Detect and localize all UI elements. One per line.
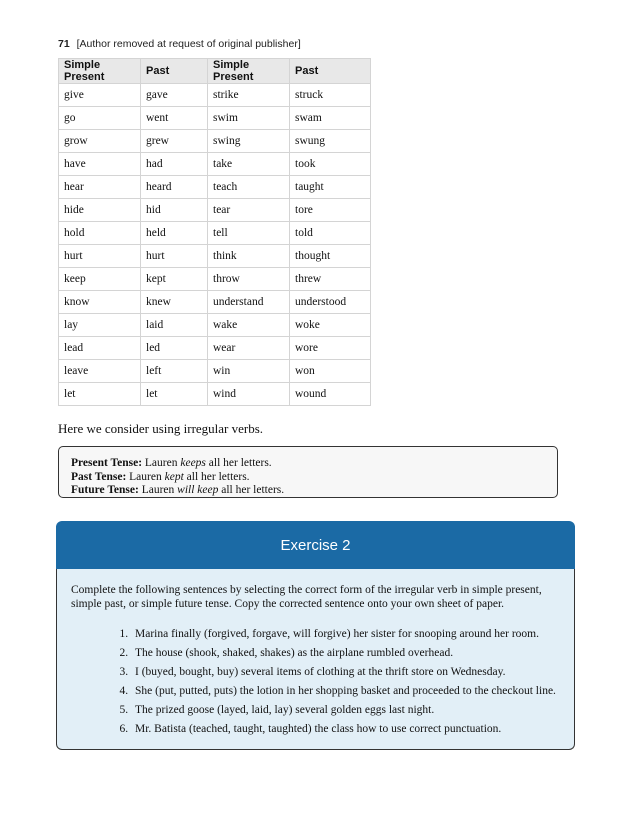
page-number: 71	[58, 38, 70, 50]
exercise-item: 6. Mr. Batista (teached, taught, taughted) the class how to use correct punctuation.	[131, 720, 560, 739]
table-cell: led	[141, 337, 208, 360]
table-cell: tell	[208, 222, 290, 245]
table-cell: kept	[141, 268, 208, 291]
table-row	[59, 383, 371, 406]
table-cell: grew	[141, 130, 208, 153]
example-verb: will keep	[177, 484, 219, 496]
table-cell: threw	[290, 268, 371, 291]
example-verb: keeps	[180, 457, 206, 469]
table-cell: let	[59, 383, 141, 406]
table-cell: told	[290, 222, 371, 245]
table-cell: take	[208, 153, 290, 176]
table-cell: woke	[290, 314, 371, 337]
exercise-item: 1. Marina finally (forgived, forgave, will forgive) her sister for snooping around her room.	[131, 625, 560, 644]
table-cell: gave	[141, 84, 208, 107]
table-cell: laid	[141, 314, 208, 337]
example-line	[71, 484, 557, 498]
table-row	[59, 222, 371, 245]
column-header: Simple Present	[59, 59, 141, 84]
table-cell: tear	[208, 199, 290, 222]
table-cell: knew	[141, 291, 208, 314]
examples-box	[58, 446, 558, 498]
table-row	[59, 268, 371, 291]
table-row	[59, 245, 371, 268]
example-text: all her letters.	[205, 457, 272, 469]
table-cell: wound	[290, 383, 371, 406]
table-row	[59, 130, 371, 153]
table-cell: thought	[290, 245, 371, 268]
table-cell: lay	[59, 314, 141, 337]
table-cell: hear	[59, 176, 141, 199]
column-header: Past	[141, 59, 208, 84]
exercise-item: 3. I (buyed, bought, buy) several items of clothing at the thrift store on Wednesday.	[131, 663, 560, 682]
table-cell: let	[141, 383, 208, 406]
example-text: all her letters.	[218, 484, 285, 496]
table-cell: wind	[208, 383, 290, 406]
table-cell: hurt	[141, 245, 208, 268]
table-cell: understand	[208, 291, 290, 314]
table-cell: struck	[290, 84, 371, 107]
table-cell: go	[59, 107, 141, 130]
table-cell: strike	[208, 84, 290, 107]
table-cell: heard	[141, 176, 208, 199]
table-header-row	[59, 59, 371, 84]
table-row	[59, 199, 371, 222]
table-row	[59, 291, 371, 314]
table-row	[59, 84, 371, 107]
table-cell: have	[59, 153, 141, 176]
table-cell: wear	[208, 337, 290, 360]
running-head	[58, 38, 301, 50]
table-cell: lead	[59, 337, 141, 360]
exercise-title: Exercise 2	[56, 521, 575, 569]
table-cell: throw	[208, 268, 290, 291]
table-cell: took	[290, 153, 371, 176]
table-cell: hide	[59, 199, 141, 222]
running-head-text: [Author removed at request of original publisher]	[76, 38, 301, 50]
table-cell: held	[141, 222, 208, 245]
intro-text: Here we consider using irregular verbs.	[58, 421, 264, 436]
table-cell: swim	[208, 107, 290, 130]
example-label: Present Tense:	[71, 457, 143, 469]
table-cell: hid	[141, 199, 208, 222]
column-header: Simple Present	[208, 59, 290, 84]
table-cell: hold	[59, 222, 141, 245]
column-header: Past	[290, 59, 371, 84]
example-text: Lauren	[138, 484, 178, 496]
table-cell: taught	[290, 176, 371, 199]
table-row	[59, 107, 371, 130]
table-cell: hurt	[59, 245, 141, 268]
table-row	[59, 314, 371, 337]
table-cell: understood	[290, 291, 371, 314]
table-cell: keep	[59, 268, 141, 291]
table-cell: wake	[208, 314, 290, 337]
example-line	[71, 471, 557, 485]
table-row	[59, 176, 371, 199]
exercise-item: 4. She (put, putted, puts) the lotion in her shopping basket and proceeded to the checkout line.	[131, 682, 560, 701]
example-text: Lauren	[142, 457, 181, 469]
exercise-instructions: Complete the following sentences by selecting the correct form of the irregular verb in simple present, simple past, or simple future tense. Copy the corrected sentence onto your own sheet of paper.	[71, 584, 542, 610]
table-cell: know	[59, 291, 141, 314]
table-cell: won	[290, 360, 371, 383]
table-cell: tore	[290, 199, 371, 222]
irregular-verbs-table	[58, 58, 371, 406]
example-label: Future Tense:	[71, 484, 139, 496]
table-cell: teach	[208, 176, 290, 199]
example-text: all her letters.	[183, 470, 250, 483]
table-cell: give	[59, 84, 141, 107]
table-cell: grow	[59, 130, 141, 153]
table-cell: swung	[290, 130, 371, 153]
table-cell: think	[208, 245, 290, 268]
table-cell: left	[141, 360, 208, 383]
exercise-item: 5. The prized goose (layed, laid, lay) several golden eggs last night.	[131, 701, 560, 720]
example-label: Past Tense:	[71, 470, 127, 483]
table-row	[59, 360, 371, 383]
table-cell: had	[141, 153, 208, 176]
table-cell: leave	[59, 360, 141, 383]
table-cell: swing	[208, 130, 290, 153]
example-line	[71, 457, 557, 471]
table-row	[59, 153, 371, 176]
exercise-item: 2. The house (shook, shaked, shakes) as the airplane rumbled overhead.	[131, 644, 560, 663]
table-row	[59, 337, 371, 360]
exercise-box	[56, 521, 575, 750]
table-cell: went	[141, 107, 208, 130]
table-cell: swam	[290, 107, 371, 130]
example-verb: kept	[164, 470, 184, 483]
example-text: Lauren	[126, 470, 165, 483]
exercise-list	[71, 625, 560, 739]
exercise-body	[56, 569, 575, 750]
table-cell: wore	[290, 337, 371, 360]
table-cell: win	[208, 360, 290, 383]
